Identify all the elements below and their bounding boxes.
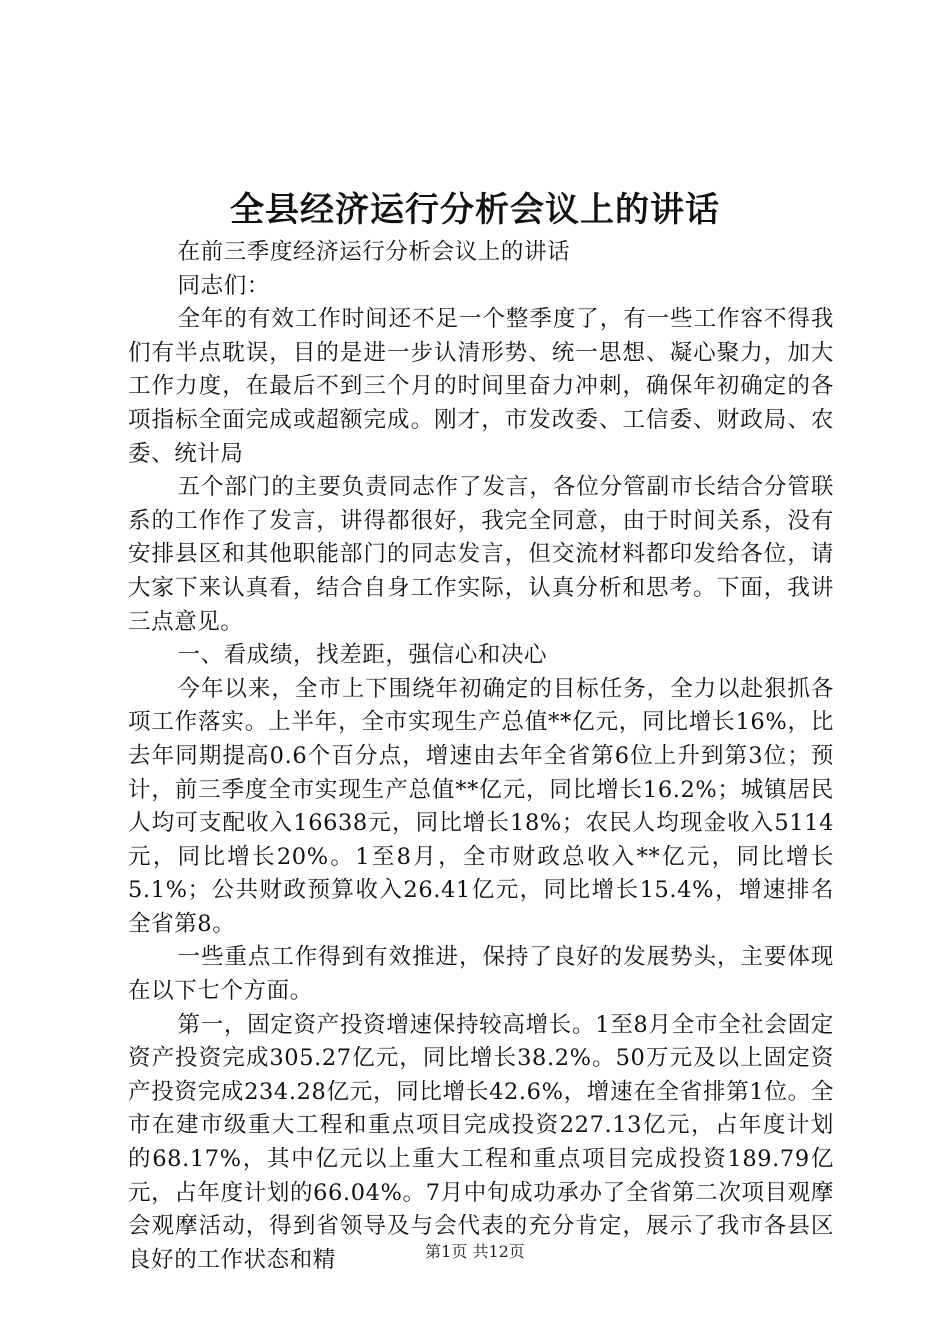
section-heading: 一、看成绩，找差距，强信心和决心 (177, 642, 548, 669)
body-paragraph: 今年以来，全市上下围绕年初确定的目标任务，全力以赴狠抓各项工作落实。上半年，全市实现生产总值**亿元，同比增长16%，比去年同期提高0.6个百分点，增速由去年全省第6位上升到第3位；预计，前三季度全市实现生产总值**亿元，同比增长16.2%；城镇居民人均可支配收入16638元，同比增长18%；农民人均现金收入5114元，同比增长20%。1至8月，全市财政总收入**亿元，同比增长5.1%；公共财政预算收入26.41亿元，同比增长15.4%，增速排名全省第8。 (128, 675, 834, 937)
body-paragraph: 第一，固定资产投资增速保持较高增长。1至8月全市全社会固定资产投资完成305.27亿元，同比增长38.2%。50万元及以上固定资产投资完成234.28亿元，同比增长42.6%，增速在全省排第1位。全市在建市级重大工程和重点项目完成投资227.13亿元，占年度计划的68.17%，其中亿元以上重大工程和重点项目完成投资189.79亿元，占年度计划的66.04%。7月中旬成功承办了全省第二次项目观摩会观摩活动，得到省领导及与会代表的充分肯定，展示了我市各县区良好的工作状态和精 (128, 1011, 834, 1273)
salutation-paragraph: 同志们： (177, 272, 270, 299)
document-title: 全县经济运行分析会议上的讲话 (230, 190, 720, 230)
document-body (128, 236, 834, 1277)
body-paragraph: 全年的有效工作时间还不足一个整季度了，有一些工作容不得我们有半点耽误，目的是进一步认清形势、统一思想、凝心聚力，加大工作力度，在最后不到三个月的时间里奋力冲刺，确保年初确定的各项指标全面完成或超额完成。刚才，市发改委、工信委、财政局、农委、统计局 (128, 306, 834, 467)
subtitle-paragraph: 在前三季度经济运行分析会议上的讲话 (177, 239, 571, 265)
body-paragraph: 五个部门的主要负责同志作了发言，各位分管副市长结合分管联系的工作作了发言，讲得都很好，我完全同意，由于时间关系，没有安排县区和其他职能部门的同志发言，但交流材料都印发给各位，请大家下来认真看，结合自身工作实际，认真分析和思考。下面，我讲三点意见。 (128, 474, 834, 635)
page-indicator: 第1页 共12页 (425, 1242, 525, 1261)
body-paragraph: 一些重点工作得到有效推进，保持了良好的发展势头，主要体现在以下七个方面。 (128, 944, 834, 1005)
